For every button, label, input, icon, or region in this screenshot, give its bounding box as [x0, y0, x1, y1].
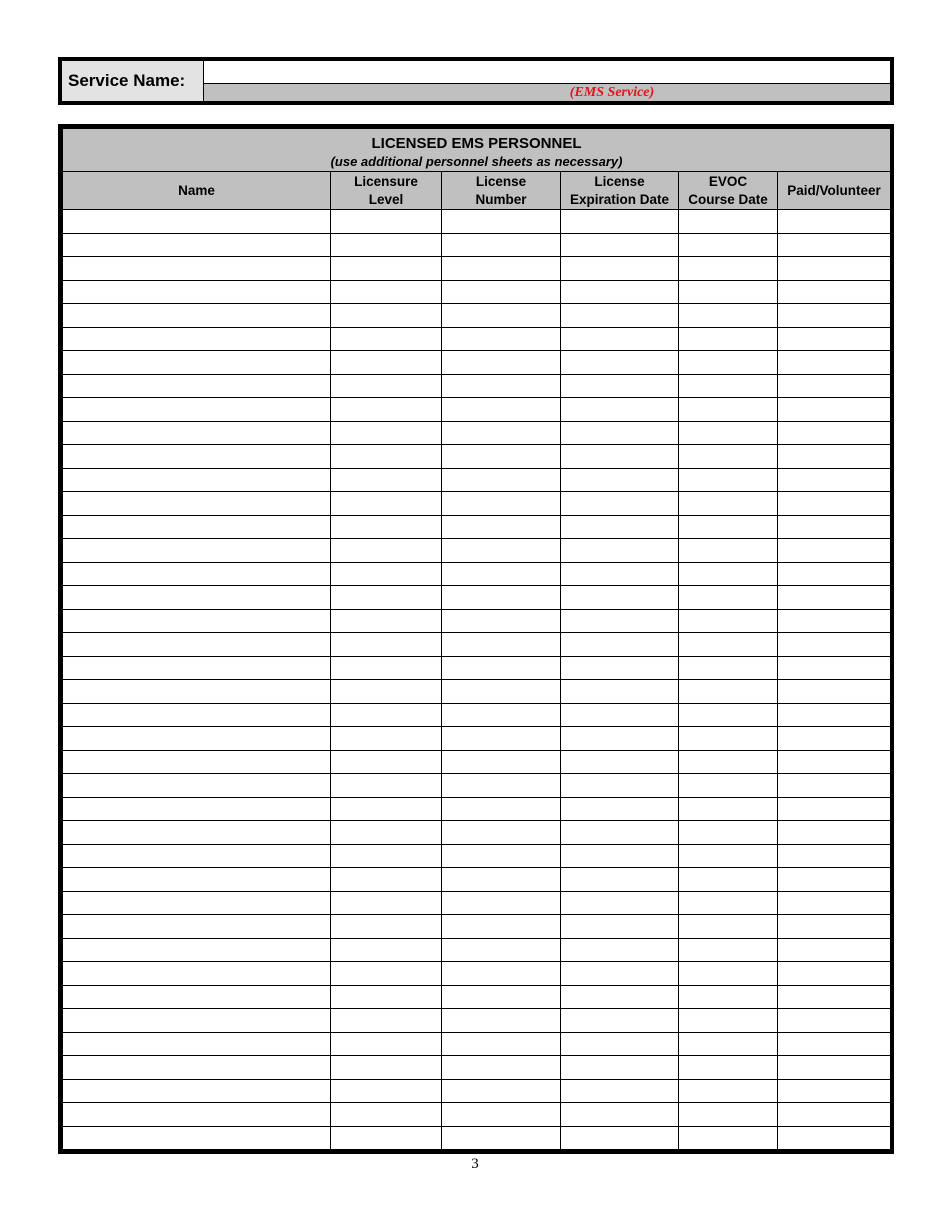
table-row [63, 821, 891, 845]
cell-license-number[interactable] [442, 1032, 561, 1056]
table-row [63, 280, 891, 304]
column-header-license-expiration-date: License Expiration Date [561, 172, 679, 210]
cell-license-expiration-date[interactable] [561, 891, 679, 915]
cell-name[interactable] [63, 844, 331, 868]
cell-evoc-course-date[interactable] [679, 233, 778, 257]
cell-license-number[interactable] [442, 962, 561, 986]
cell-evoc-course-date[interactable] [679, 844, 778, 868]
cell-license-number[interactable] [442, 562, 561, 586]
cell-name[interactable] [63, 727, 331, 751]
cell-name[interactable] [63, 656, 331, 680]
cell-license-number[interactable] [442, 445, 561, 469]
table-row [63, 609, 891, 633]
cell-license-expiration-date[interactable] [561, 703, 679, 727]
cell-licensure-level[interactable] [331, 562, 442, 586]
cell-license-expiration-date[interactable] [561, 515, 679, 539]
cell-license-number[interactable] [442, 1009, 561, 1033]
cell-paid-volunteer[interactable] [778, 703, 891, 727]
cell-license-number[interactable] [442, 844, 561, 868]
cell-name[interactable] [63, 351, 331, 375]
table-row [63, 421, 891, 445]
service-name-input[interactable] [204, 61, 890, 84]
cell-licensure-level[interactable] [331, 445, 442, 469]
table-row [63, 492, 891, 516]
cell-license-number[interactable] [442, 797, 561, 821]
cell-licensure-level[interactable] [331, 374, 442, 398]
cell-license-number[interactable] [442, 492, 561, 516]
cell-name[interactable] [63, 257, 331, 281]
cell-licensure-level[interactable] [331, 1126, 442, 1150]
table-title-cell [63, 129, 891, 172]
table-row [63, 1103, 891, 1127]
cell-license-expiration-date[interactable] [561, 233, 679, 257]
table-row [63, 915, 891, 939]
cell-name[interactable] [63, 1079, 331, 1103]
cell-evoc-course-date[interactable] [679, 374, 778, 398]
cell-paid-volunteer[interactable] [778, 633, 891, 657]
cell-paid-volunteer[interactable] [778, 1032, 891, 1056]
cell-licensure-level[interactable] [331, 656, 442, 680]
cell-license-number[interactable] [442, 374, 561, 398]
cell-name[interactable] [63, 304, 331, 328]
cell-name[interactable] [63, 280, 331, 304]
cell-paid-volunteer[interactable] [778, 1009, 891, 1033]
table-row [63, 445, 891, 469]
cell-name[interactable] [63, 985, 331, 1009]
cell-paid-volunteer[interactable] [778, 515, 891, 539]
cell-name[interactable] [63, 633, 331, 657]
table-row [63, 586, 891, 610]
cell-licensure-level[interactable] [331, 1079, 442, 1103]
cell-license-expiration-date[interactable] [561, 562, 679, 586]
cell-evoc-course-date[interactable] [679, 1079, 778, 1103]
cell-name[interactable] [63, 515, 331, 539]
cell-licensure-level[interactable] [331, 844, 442, 868]
cell-licensure-level[interactable] [331, 304, 442, 328]
table-row [63, 562, 891, 586]
table-row [63, 868, 891, 892]
cell-license-number[interactable] [442, 280, 561, 304]
cell-name[interactable] [63, 1056, 331, 1080]
cell-license-expiration-date[interactable] [561, 915, 679, 939]
table-row [63, 304, 891, 328]
cell-evoc-course-date[interactable] [679, 351, 778, 375]
cell-license-number[interactable] [442, 586, 561, 610]
cell-name[interactable] [63, 915, 331, 939]
cell-license-number[interactable] [442, 468, 561, 492]
table-row [63, 633, 891, 657]
cell-paid-volunteer[interactable] [778, 421, 891, 445]
cell-license-expiration-date[interactable] [561, 1126, 679, 1150]
cell-name[interactable] [63, 750, 331, 774]
cell-license-number[interactable] [442, 304, 561, 328]
cell-license-expiration-date[interactable] [561, 633, 679, 657]
cell-paid-volunteer[interactable] [778, 774, 891, 798]
cell-license-expiration-date[interactable] [561, 492, 679, 516]
table-row [63, 1079, 891, 1103]
cell-paid-volunteer[interactable] [778, 280, 891, 304]
cell-license-expiration-date[interactable] [561, 210, 679, 234]
cell-licensure-level[interactable] [331, 398, 442, 422]
cell-paid-volunteer[interactable] [778, 468, 891, 492]
cell-license-expiration-date[interactable] [561, 539, 679, 563]
table-row [63, 656, 891, 680]
cell-licensure-level[interactable] [331, 257, 442, 281]
cell-licensure-level[interactable] [331, 210, 442, 234]
cell-license-expiration-date[interactable] [561, 962, 679, 986]
cell-paid-volunteer[interactable] [778, 304, 891, 328]
cell-name[interactable] [63, 374, 331, 398]
cell-paid-volunteer[interactable] [778, 797, 891, 821]
cell-licensure-level[interactable] [331, 633, 442, 657]
cell-licensure-level[interactable] [331, 797, 442, 821]
cell-evoc-course-date[interactable] [679, 515, 778, 539]
cell-evoc-course-date[interactable] [679, 609, 778, 633]
cell-license-expiration-date[interactable] [561, 1032, 679, 1056]
table-row [63, 727, 891, 751]
cell-paid-volunteer[interactable] [778, 586, 891, 610]
cell-license-number[interactable] [442, 821, 561, 845]
cell-evoc-course-date[interactable] [679, 257, 778, 281]
cell-licensure-level[interactable] [331, 539, 442, 563]
table-row [63, 398, 891, 422]
cell-name[interactable] [63, 797, 331, 821]
cell-licensure-level[interactable] [331, 938, 442, 962]
cell-licensure-level[interactable] [331, 680, 442, 704]
cell-evoc-course-date[interactable] [679, 891, 778, 915]
cell-license-expiration-date[interactable] [561, 985, 679, 1009]
cell-license-number[interactable] [442, 1056, 561, 1080]
cell-paid-volunteer[interactable] [778, 1056, 891, 1080]
cell-paid-volunteer[interactable] [778, 1079, 891, 1103]
cell-evoc-course-date[interactable] [679, 586, 778, 610]
cell-name[interactable] [63, 492, 331, 516]
cell-name[interactable] [63, 1009, 331, 1033]
personnel-table-frame [58, 124, 894, 1154]
cell-paid-volunteer[interactable] [778, 891, 891, 915]
table-row [63, 703, 891, 727]
cell-name[interactable] [63, 421, 331, 445]
table-subtitle: (use additional personnel sheets as necessary) [330, 154, 623, 169]
page-number: 3 [471, 1156, 479, 1172]
table-row [63, 1056, 891, 1080]
cell-license-expiration-date[interactable] [561, 797, 679, 821]
table-row [63, 468, 891, 492]
cell-paid-volunteer[interactable] [778, 821, 891, 845]
cell-license-expiration-date[interactable] [561, 421, 679, 445]
column-header-paid-volunteer: Paid/Volunteer [778, 172, 891, 210]
cell-paid-volunteer[interactable] [778, 445, 891, 469]
cell-licensure-level[interactable] [331, 962, 442, 986]
cell-license-expiration-date[interactable] [561, 774, 679, 798]
cell-license-number[interactable] [442, 1103, 561, 1127]
cell-name[interactable] [63, 562, 331, 586]
table-row [63, 797, 891, 821]
table-row [63, 257, 891, 281]
cell-license-expiration-date[interactable] [561, 351, 679, 375]
cell-license-expiration-date[interactable] [561, 1079, 679, 1103]
cell-name[interactable] [63, 962, 331, 986]
cell-paid-volunteer[interactable] [778, 562, 891, 586]
cell-name[interactable] [63, 1032, 331, 1056]
cell-license-expiration-date[interactable] [561, 821, 679, 845]
cell-license-expiration-date[interactable] [561, 1056, 679, 1080]
cell-license-expiration-date[interactable] [561, 844, 679, 868]
cell-evoc-course-date[interactable] [679, 468, 778, 492]
cell-paid-volunteer[interactable] [778, 985, 891, 1009]
cell-license-expiration-date[interactable] [561, 656, 679, 680]
cell-evoc-course-date[interactable] [679, 1126, 778, 1150]
cell-paid-volunteer[interactable] [778, 1103, 891, 1127]
column-header-evoc-course-date: EVOC Course Date [679, 172, 778, 210]
cell-licensure-level[interactable] [331, 985, 442, 1009]
cell-name[interactable] [63, 445, 331, 469]
cell-paid-volunteer[interactable] [778, 539, 891, 563]
cell-license-expiration-date[interactable] [561, 727, 679, 751]
table-row [63, 327, 891, 351]
cell-license-expiration-date[interactable] [561, 680, 679, 704]
cell-paid-volunteer[interactable] [778, 915, 891, 939]
cell-license-expiration-date[interactable] [561, 1103, 679, 1127]
cell-name[interactable] [63, 891, 331, 915]
cell-evoc-course-date[interactable] [679, 327, 778, 351]
cell-name[interactable] [63, 868, 331, 892]
cell-license-number[interactable] [442, 210, 561, 234]
cell-license-expiration-date[interactable] [561, 374, 679, 398]
table-row [63, 844, 891, 868]
cell-evoc-course-date[interactable] [679, 915, 778, 939]
cell-name[interactable] [63, 680, 331, 704]
table-row [63, 1126, 891, 1150]
cell-name[interactable] [63, 774, 331, 798]
cell-license-number[interactable] [442, 633, 561, 657]
cell-licensure-level[interactable] [331, 1032, 442, 1056]
cell-evoc-course-date[interactable] [679, 985, 778, 1009]
cell-paid-volunteer[interactable] [778, 609, 891, 633]
cell-paid-volunteer[interactable] [778, 257, 891, 281]
cell-evoc-course-date[interactable] [679, 774, 778, 798]
cell-paid-volunteer[interactable] [778, 374, 891, 398]
cell-paid-volunteer[interactable] [778, 680, 891, 704]
cell-evoc-course-date[interactable] [679, 680, 778, 704]
cell-licensure-level[interactable] [331, 233, 442, 257]
cell-licensure-level[interactable] [331, 915, 442, 939]
cell-license-number[interactable] [442, 233, 561, 257]
cell-paid-volunteer[interactable] [778, 750, 891, 774]
cell-license-number[interactable] [442, 398, 561, 422]
table-row [63, 891, 891, 915]
cell-license-expiration-date[interactable] [561, 327, 679, 351]
cell-paid-volunteer[interactable] [778, 210, 891, 234]
cell-evoc-course-date[interactable] [679, 1103, 778, 1127]
cell-evoc-course-date[interactable] [679, 703, 778, 727]
table-row [63, 515, 891, 539]
table-row [63, 539, 891, 563]
table-row [63, 985, 891, 1009]
cell-evoc-course-date[interactable] [679, 633, 778, 657]
cell-name[interactable] [63, 468, 331, 492]
cell-evoc-course-date[interactable] [679, 492, 778, 516]
cell-licensure-level[interactable] [331, 1103, 442, 1127]
service-name-field-area [204, 61, 890, 101]
column-header-license-number: License Number [442, 172, 561, 210]
cell-license-expiration-date[interactable] [561, 398, 679, 422]
cell-licensure-level[interactable] [331, 327, 442, 351]
cell-licensure-level[interactable] [331, 727, 442, 751]
table-row [63, 210, 891, 234]
cell-license-number[interactable] [442, 868, 561, 892]
cell-license-number[interactable] [442, 1079, 561, 1103]
cell-licensure-level[interactable] [331, 586, 442, 610]
cell-license-number[interactable] [442, 351, 561, 375]
cell-licensure-level[interactable] [331, 492, 442, 516]
cell-paid-volunteer[interactable] [778, 233, 891, 257]
cell-evoc-course-date[interactable] [679, 962, 778, 986]
cell-paid-volunteer[interactable] [778, 727, 891, 751]
cell-license-number[interactable] [442, 1126, 561, 1150]
cell-evoc-course-date[interactable] [679, 304, 778, 328]
cell-name[interactable] [63, 1126, 331, 1150]
column-header-licensure-level: Licensure Level [331, 172, 442, 210]
cell-paid-volunteer[interactable] [778, 351, 891, 375]
cell-licensure-level[interactable] [331, 609, 442, 633]
table-title: LICENSED EMS PERSONNEL [371, 135, 582, 152]
cell-license-number[interactable] [442, 774, 561, 798]
cell-license-number[interactable] [442, 609, 561, 633]
cell-licensure-level[interactable] [331, 280, 442, 304]
cell-evoc-course-date[interactable] [679, 750, 778, 774]
cell-license-expiration-date[interactable] [561, 868, 679, 892]
cell-evoc-course-date[interactable] [679, 868, 778, 892]
cell-evoc-course-date[interactable] [679, 797, 778, 821]
cell-evoc-course-date[interactable] [679, 1056, 778, 1080]
cell-license-number[interactable] [442, 656, 561, 680]
cell-license-number[interactable] [442, 421, 561, 445]
cell-license-number[interactable] [442, 938, 561, 962]
service-name-hint: (EMS Service) [204, 84, 890, 101]
cell-licensure-level[interactable] [331, 1056, 442, 1080]
table-row [63, 680, 891, 704]
cell-license-number[interactable] [442, 727, 561, 751]
cell-licensure-level[interactable] [331, 821, 442, 845]
cell-licensure-level[interactable] [331, 1009, 442, 1033]
cell-license-expiration-date[interactable] [561, 586, 679, 610]
cell-licensure-level[interactable] [331, 421, 442, 445]
cell-name[interactable] [63, 210, 331, 234]
cell-license-number[interactable] [442, 985, 561, 1009]
cell-license-number[interactable] [442, 915, 561, 939]
cell-paid-volunteer[interactable] [778, 844, 891, 868]
cell-evoc-course-date[interactable] [679, 421, 778, 445]
cell-name[interactable] [63, 327, 331, 351]
cell-license-expiration-date[interactable] [561, 938, 679, 962]
cell-license-number[interactable] [442, 327, 561, 351]
cell-name[interactable] [63, 539, 331, 563]
cell-name[interactable] [63, 586, 331, 610]
table-row [63, 233, 891, 257]
cell-license-expiration-date[interactable] [561, 445, 679, 469]
cell-name[interactable] [63, 233, 331, 257]
cell-license-expiration-date[interactable] [561, 257, 679, 281]
cell-license-expiration-date[interactable] [561, 750, 679, 774]
cell-licensure-level[interactable] [331, 891, 442, 915]
cell-evoc-course-date[interactable] [679, 562, 778, 586]
cell-name[interactable] [63, 398, 331, 422]
table-row [63, 1032, 891, 1056]
cell-paid-volunteer[interactable] [778, 962, 891, 986]
column-header-name: Name [63, 172, 331, 210]
cell-paid-volunteer[interactable] [778, 938, 891, 962]
service-name-box [58, 57, 894, 105]
cell-paid-volunteer[interactable] [778, 327, 891, 351]
cell-license-expiration-date[interactable] [561, 280, 679, 304]
cell-name[interactable] [63, 703, 331, 727]
cell-license-number[interactable] [442, 257, 561, 281]
cell-name[interactable] [63, 938, 331, 962]
cell-license-expiration-date[interactable] [561, 468, 679, 492]
cell-evoc-course-date[interactable] [679, 727, 778, 751]
column-header-row [63, 172, 891, 210]
cell-licensure-level[interactable] [331, 468, 442, 492]
cell-paid-volunteer[interactable] [778, 398, 891, 422]
table-row [63, 374, 891, 398]
cell-evoc-course-date[interactable] [679, 539, 778, 563]
cell-evoc-course-date[interactable] [679, 398, 778, 422]
table-row [63, 750, 891, 774]
cell-paid-volunteer[interactable] [778, 1126, 891, 1150]
table-row [63, 938, 891, 962]
cell-paid-volunteer[interactable] [778, 492, 891, 516]
service-name-label: Service Name: [62, 61, 204, 101]
cell-license-number[interactable] [442, 515, 561, 539]
cell-paid-volunteer[interactable] [778, 868, 891, 892]
cell-license-expiration-date[interactable] [561, 304, 679, 328]
table-row [63, 1009, 891, 1033]
cell-name[interactable] [63, 821, 331, 845]
cell-evoc-course-date[interactable] [679, 821, 778, 845]
table-row [63, 962, 891, 986]
personnel-table [62, 128, 891, 1150]
cell-evoc-course-date[interactable] [679, 445, 778, 469]
cell-license-number[interactable] [442, 703, 561, 727]
cell-license-number[interactable] [442, 750, 561, 774]
cell-license-number[interactable] [442, 539, 561, 563]
cell-evoc-course-date[interactable] [679, 210, 778, 234]
cell-evoc-course-date[interactable] [679, 938, 778, 962]
table-row [63, 774, 891, 798]
cell-license-number[interactable] [442, 680, 561, 704]
cell-evoc-course-date[interactable] [679, 280, 778, 304]
cell-licensure-level[interactable] [331, 703, 442, 727]
cell-paid-volunteer[interactable] [778, 656, 891, 680]
cell-name[interactable] [63, 1103, 331, 1127]
cell-licensure-level[interactable] [331, 774, 442, 798]
cell-name[interactable] [63, 609, 331, 633]
cell-evoc-course-date[interactable] [679, 1032, 778, 1056]
cell-licensure-level[interactable] [331, 750, 442, 774]
cell-license-expiration-date[interactable] [561, 609, 679, 633]
cell-license-number[interactable] [442, 891, 561, 915]
cell-licensure-level[interactable] [331, 351, 442, 375]
cell-evoc-course-date[interactable] [679, 656, 778, 680]
cell-license-expiration-date[interactable] [561, 1009, 679, 1033]
table-row [63, 351, 891, 375]
cell-licensure-level[interactable] [331, 515, 442, 539]
cell-evoc-course-date[interactable] [679, 1009, 778, 1033]
cell-licensure-level[interactable] [331, 868, 442, 892]
